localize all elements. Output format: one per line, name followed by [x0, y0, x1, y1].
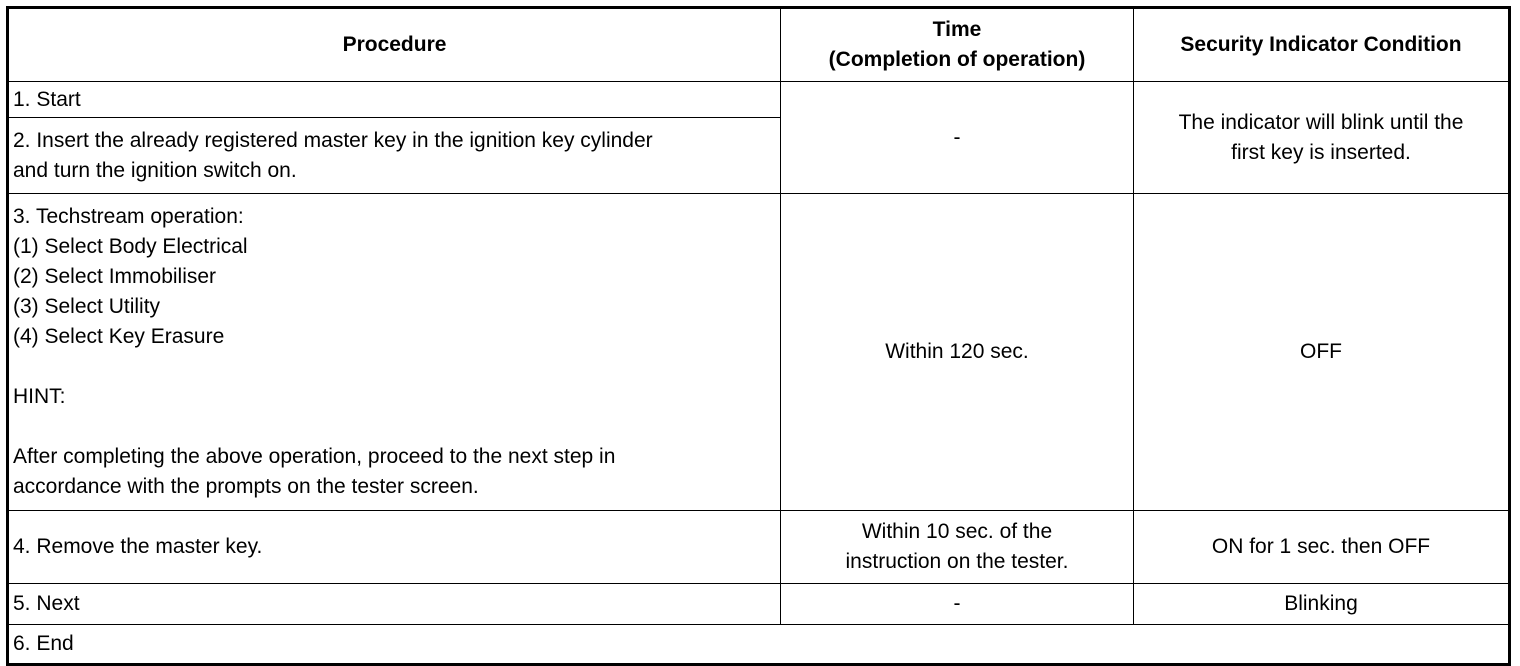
cell-security-next: Blinking: [1134, 584, 1510, 625]
key-erasure-procedure-table: [6, 6, 1511, 666]
cell-security-remove: ON for 1 sec. then OFF: [1134, 511, 1510, 584]
techstream-step-3: (3) Select Utility: [13, 295, 161, 318]
cell-procedure-start: 1. Start: [8, 82, 781, 118]
table-row-start: [8, 82, 1510, 118]
spacer: [13, 352, 776, 382]
cell-time-next: -: [781, 584, 1134, 625]
table-row-end: [8, 625, 1510, 665]
cell-time-remove: [781, 511, 1134, 584]
cell-security-start-insert: [1134, 82, 1510, 194]
header-security: Security Indicator Condition: [1134, 8, 1510, 82]
table-row-techstream: [8, 194, 1510, 511]
security-start-line2: first key is inserted.: [1231, 140, 1411, 164]
cell-time-start-insert: -: [781, 82, 1134, 194]
cell-procedure-techstream: [8, 194, 781, 511]
header-row: [8, 8, 1510, 82]
techstream-step-2: (2) Select Immobiliser: [13, 265, 217, 288]
time-remove-line1: Within 10 sec. of the: [861, 520, 1053, 543]
time-remove-line2: instruction on the tester.: [845, 550, 1069, 573]
techstream-step-heading: 3. Techstream operation:: [13, 205, 244, 228]
techstream-step-1: (1) Select Body Electrical: [13, 235, 248, 258]
header-procedure: Procedure: [8, 8, 781, 82]
procedure-insert-line1: 2. Insert the already registered master key in the ignition key cylinder: [13, 128, 653, 152]
cell-security-techstream: OFF: [1134, 194, 1510, 511]
procedure-insert-line2: and turn the ignition switch on.: [13, 158, 297, 182]
cell-procedure-remove: 4. Remove the master key.: [8, 511, 781, 584]
cell-procedure-end: 6. End: [8, 625, 1510, 665]
table-row-remove: [8, 511, 1510, 584]
cell-time-techstream: Within 120 sec.: [781, 194, 1134, 511]
techstream-step-4: (4) Select Key Erasure: [13, 325, 225, 348]
header-time-line2: (Completion of operation): [828, 48, 1086, 71]
hint-label: HINT:: [13, 385, 66, 408]
table-row-next: [8, 584, 1510, 625]
cell-procedure-next: 5. Next: [8, 584, 781, 625]
header-time: [781, 8, 1134, 82]
header-time-line1: Time: [932, 18, 982, 41]
hint-line1: After completing the above operation, proceed to the next step in: [13, 445, 616, 468]
spacer: [13, 412, 776, 442]
security-start-line1: The indicator will blink until the: [1178, 110, 1464, 134]
hint-line2: accordance with the prompts on the tester screen.: [13, 475, 479, 498]
cell-procedure-insert: [8, 118, 781, 194]
